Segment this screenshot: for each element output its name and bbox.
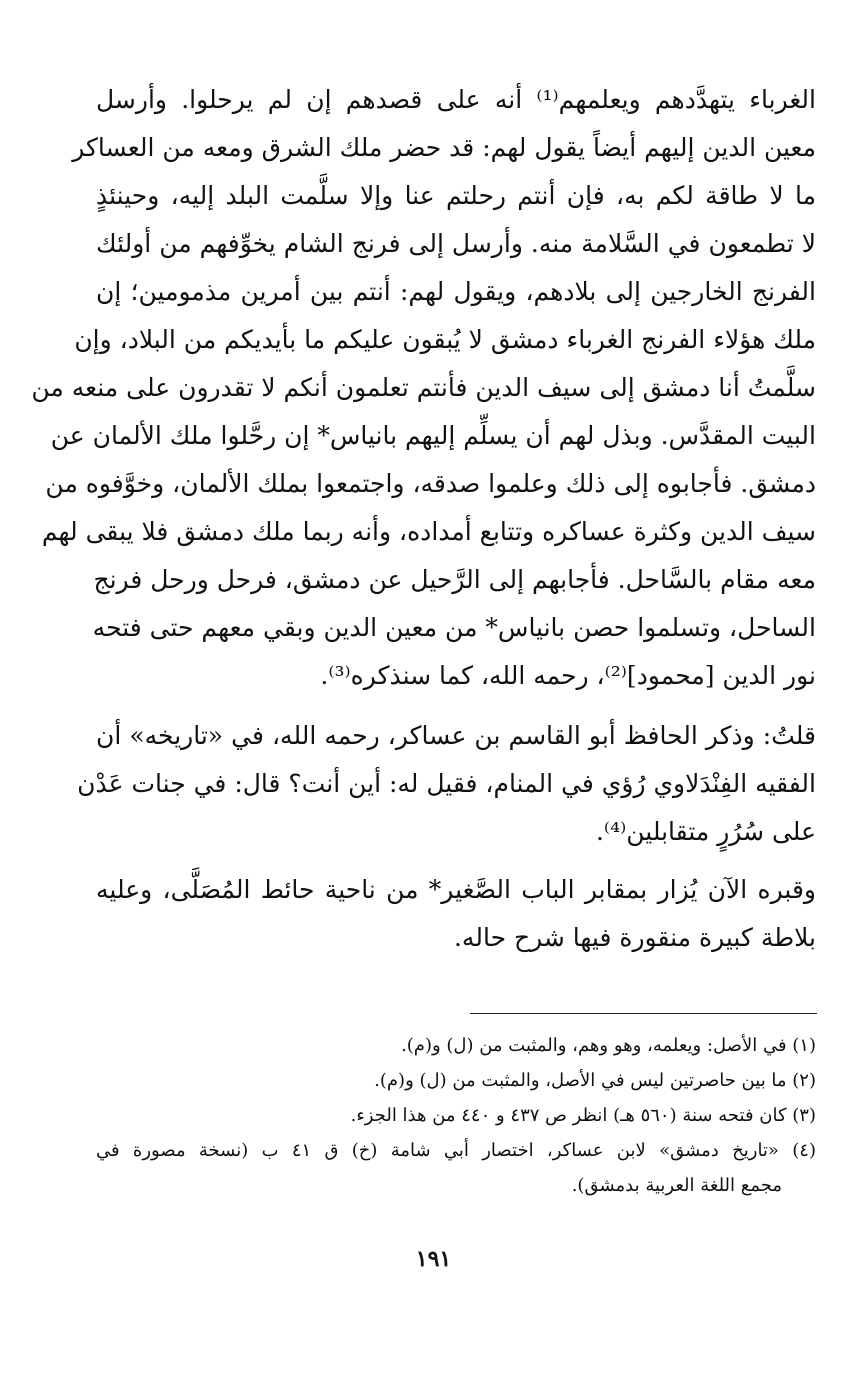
text-line: دمشق. فأجابوه إلى ذلك وعلموا صدقه، واجتمعوا بملك الألمان، وخوَّفوه من [45,469,816,498]
footnotes [96,1028,816,1203]
text-line: بلاطة كبيرة منقورة فيها شرح حاله. [453,923,816,952]
text-line: سيف الدين وكثرة عساكره وتتابع أمداده، وأنه ربما ملك دمشق فلا يبقى لهم [41,517,816,546]
text-line: نور الدين [محمود]⁽²⁾، رحمه الله، كما سنذكره⁽³⁾. [320,661,816,690]
footnote-1: (١) في الأصل: ويعلمه، وهو وهم، والمثبت من (ل) و(م). [401,1035,816,1056]
text-line: وقبره الآن يُزار بمقابر الباب الصَّغير* من ناحية حائط المُصَلَّى، وعليه [96,875,816,904]
third-paragraph [96,866,816,962]
footnote-separator [470,1013,817,1014]
text-line: سلَّمتُ أنا دمشق إلى سيف الدين فأنتم تعلمون أنكم لا تقدرون على منعه من [31,373,816,402]
text-line: على سُرُرٍ متقابلين⁽⁴⁾. [595,817,816,846]
text-line: لا تطمعون في السَّلامة منه. وأرسل إلى فرنج الشام يخوِّفهم من أولئك [96,229,816,258]
main-paragraph [31,76,816,700]
text-line: الفقيه الفِنْدَلاوي رُؤي في المنام، فقيل له: أين أنت؟ قال: في جنات عَدْن [77,769,816,798]
text-line: قلتُ: وذكر الحافظ أبو القاسم بن عساكر، رحمه الله، في «تاريخه» أن [96,721,816,750]
text-line: ملك هؤلاء الفرنج الغرباء دمشق لا يُبقون عليكم ما بأيديكم من البلاد، وإن [74,325,816,354]
page-number: ١٩١ [415,1246,452,1272]
footnote-3: (٣) كان فتحه سنة (٥٦٠ هـ) انظر ص ٤٣٧ و ٤٤٠ من هذا الجزء. [350,1105,816,1126]
text-line: البيت المقدَّس. وبذل لهم أن يسلِّم إليهم بانياس* إن رحَّلوا ملك الألمان عن [50,421,816,450]
footnote-2: (٢) ما بين حاصرتين ليس في الأصل، والمثبت من (ل) و(م). [374,1070,816,1091]
text-line: معه مقام بالسَّاحل. فأجابهم إلى الرَّحيل عن دمشق، فرحل ورحل فرنج [93,565,816,594]
footnote-4-continuation: مجمع اللغة العربية بدمشق). [571,1175,782,1196]
text-line: الغرباء يتهدَّدهم ويعلمهم⁽¹⁾ أنه على قصدهم إن لم يرحلوا. وأرسل [96,85,816,114]
text-line: معين الدين إليهم أيضاً يقول لهم: قد حضر ملك الشرق ومعه من العساكر [72,133,816,162]
text-line: الفرنج الخارجين إلى بلادهم، ويقول لهم: أنتم بين أمرين مذمومين؛ إن [96,277,816,306]
second-paragraph [77,712,816,856]
text-line: ما لا طاقة لكم به، فإن أنتم رحلتم عنا وإلا سلَّمت البلد إليه، وحينئذٍ [96,181,816,210]
footnote-4: (٤) «تاريخ دمشق» لابن عساكر، اختصار أبي شامة (خ) ق ٤١ ب (نسخة مصورة في [96,1140,816,1161]
text-line: الساحل، وتسلموا حصن بانياس* من معين الدين وبقي معهم حتى فتحه [92,613,816,642]
